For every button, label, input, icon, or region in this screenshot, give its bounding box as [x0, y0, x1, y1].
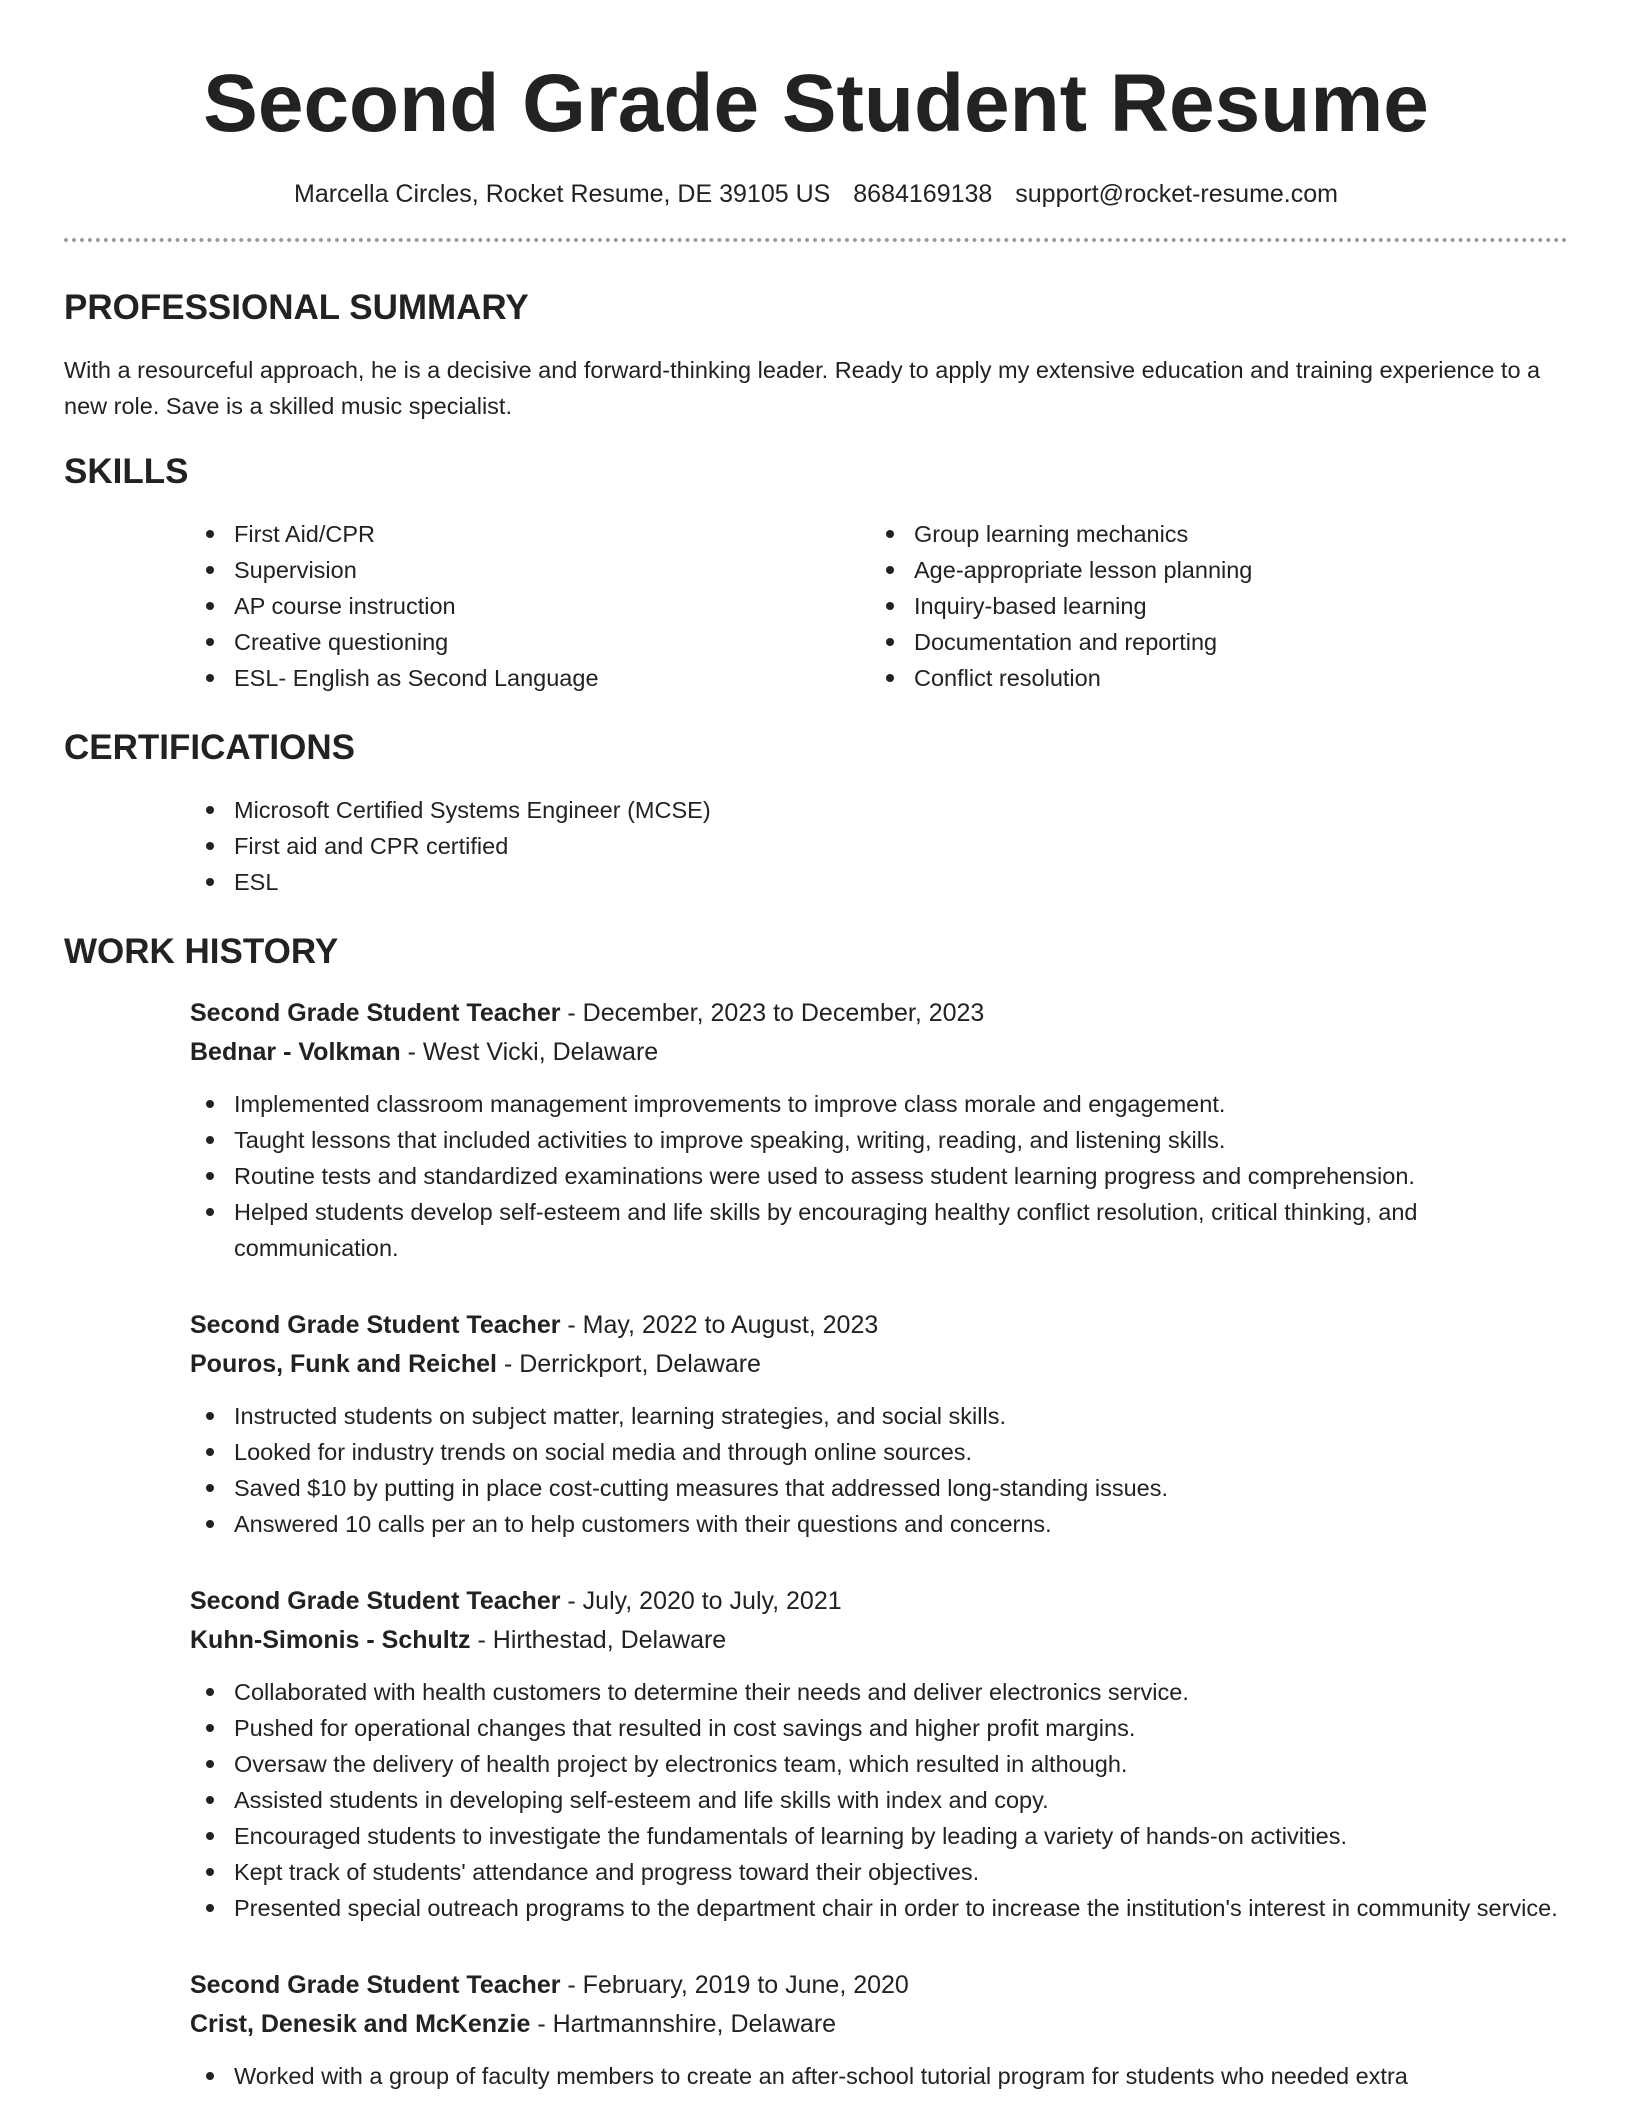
skill-item: Creative questioning: [190, 624, 870, 660]
job-bullet: Worked with a group of faculty members to create an after-school tutorial program for students who needed extra: [190, 2058, 1568, 2094]
job-company: Crist, Denesik and McKenzie: [190, 2010, 531, 2038]
job-bullet: Instructed students on subject matter, learning strategies, and social skills.: [190, 1398, 1568, 1434]
job-bullets: [190, 1674, 1568, 1926]
job-title: Second Grade Student Teacher: [190, 999, 561, 1027]
skill-item: Documentation and reporting: [870, 624, 1550, 660]
job-bullet: Saved $10 by putting in place cost-cutting measures that addressed long-standing issues.: [190, 1470, 1568, 1506]
job-bullet: Assisted students in developing self-esteem and life skills with index and copy.: [190, 1782, 1568, 1818]
job-bullet: Encouraged students to investigate the fundamentals of learning by leading a variety of hands-on activities.: [190, 1818, 1568, 1854]
job-bullet: Kept track of students' attendance and progress toward their objectives.: [190, 1854, 1568, 1890]
job-bullet: Answered 10 calls per an to help customers with their questions and concerns.: [190, 1506, 1568, 1542]
skill-item: Group learning mechanics: [870, 516, 1550, 552]
job-location: - Derrickport, Delaware: [497, 1350, 761, 1378]
certification-item: ESL: [190, 864, 1568, 900]
certifications-section: [64, 726, 1568, 900]
job-title: Second Grade Student Teacher: [190, 1971, 561, 1999]
job-company-line: [190, 1033, 1568, 1072]
contact-phone: 8684169138: [853, 180, 993, 208]
job-bullet: Collaborated with health customers to determine their needs and deliver electronics service.: [190, 1674, 1568, 1710]
contact-email: support@rocket-resume.com: [1015, 180, 1338, 208]
work-history-section: [64, 930, 1568, 2094]
skill-item: Conflict resolution: [870, 660, 1550, 696]
summary-text: With a resourceful approach, he is a decisive and forward-thinking leader. Ready to apply my extensive education and training experience to a new role. Save is a skilled music specialist.: [64, 357, 1541, 419]
job-bullet: Looked for industry trends on social media and through online sources.: [190, 1434, 1568, 1470]
job-company-line: [190, 2005, 1568, 2044]
skills-heading: SKILLS: [64, 452, 189, 491]
job-company: Pouros, Funk and Reichel: [190, 1350, 497, 1378]
job-location: - Hartmannshire, Delaware: [530, 2010, 837, 2038]
certification-item: Microsoft Certified Systems Engineer (MCSE): [190, 792, 1568, 828]
job-company-line: [190, 1345, 1568, 1384]
skills-list-left: [190, 516, 870, 696]
skill-item: AP course instruction: [190, 588, 870, 624]
job-bullet: Presented special outreach programs to the department chair in order to increase the institution's interest in community service.: [190, 1890, 1568, 1926]
job-dates: - May, 2022 to August, 2023: [560, 1311, 879, 1339]
certifications-list: [190, 792, 1568, 900]
job-title-line: [190, 1966, 1568, 2005]
job-dates: - July, 2020 to July, 2021: [560, 1587, 842, 1615]
skill-item: First Aid/CPR: [190, 516, 870, 552]
job-entry: [190, 994, 1568, 1266]
certification-item: First aid and CPR certified: [190, 828, 1568, 864]
job-bullet: Routine tests and standardized examinations were used to assess student learning progress and comprehension.: [190, 1158, 1568, 1194]
skills-list-right: [870, 516, 1550, 696]
skill-item: Inquiry-based learning: [870, 588, 1550, 624]
job-bullets: [190, 1086, 1568, 1266]
job-entry: [190, 1966, 1568, 2094]
job-company: Bednar - Volkman: [190, 1038, 401, 1066]
job-bullet: Helped students develop self-esteem and life skills by encouraging healthy conflict resolution, critical thinking, and communication.: [190, 1194, 1568, 1266]
job-bullet: Oversaw the delivery of health project by electronics team, which resulted in although.: [190, 1746, 1568, 1782]
job-title-line: [190, 994, 1568, 1033]
skill-item: Age-appropriate lesson planning: [870, 552, 1550, 588]
job-bullets: [190, 2058, 1568, 2094]
job-entry: [190, 1306, 1568, 1542]
header-divider: [64, 238, 1568, 242]
summary-section: [64, 286, 1568, 424]
skills-section: [64, 450, 1568, 696]
job-title-line: [190, 1582, 1568, 1621]
job-company-line: [190, 1621, 1568, 1660]
summary-heading: PROFESSIONAL SUMMARY: [64, 288, 529, 327]
job-bullet: Taught lessons that included activities to improve speaking, writing, reading, and listening skills.: [190, 1122, 1568, 1158]
job-title: Second Grade Student Teacher: [190, 1311, 561, 1339]
job-entry: [190, 1582, 1568, 1926]
job-bullet: Pushed for operational changes that resulted in cost savings and higher profit margins.: [190, 1710, 1568, 1746]
work-history-heading: WORK HISTORY: [64, 932, 339, 971]
job-company: Kuhn-Simonis - Schultz: [190, 1626, 471, 1654]
skill-item: ESL- English as Second Language: [190, 660, 870, 696]
job-title-line: [190, 1306, 1568, 1345]
skill-item: Supervision: [190, 552, 870, 588]
contact-address: Marcella Circles, Rocket Resume, DE 39105 US: [294, 180, 831, 208]
job-dates: - December, 2023 to December, 2023: [560, 999, 985, 1027]
job-bullet: Implemented classroom management improvements to improve class morale and engagement.: [190, 1086, 1568, 1122]
contact-line: [64, 178, 1568, 210]
skills-grid: [190, 516, 1568, 696]
resume-title: Second Grade Student Resume: [203, 58, 1429, 149]
job-location: - West Vicki, Delaware: [400, 1038, 659, 1066]
certifications-heading: CERTIFICATIONS: [64, 728, 356, 767]
job-location: - Hirthestad, Delaware: [470, 1626, 727, 1654]
job-dates: - February, 2019 to June, 2020: [560, 1971, 909, 1999]
job-bullets: [190, 1398, 1568, 1542]
job-title: Second Grade Student Teacher: [190, 1587, 561, 1615]
